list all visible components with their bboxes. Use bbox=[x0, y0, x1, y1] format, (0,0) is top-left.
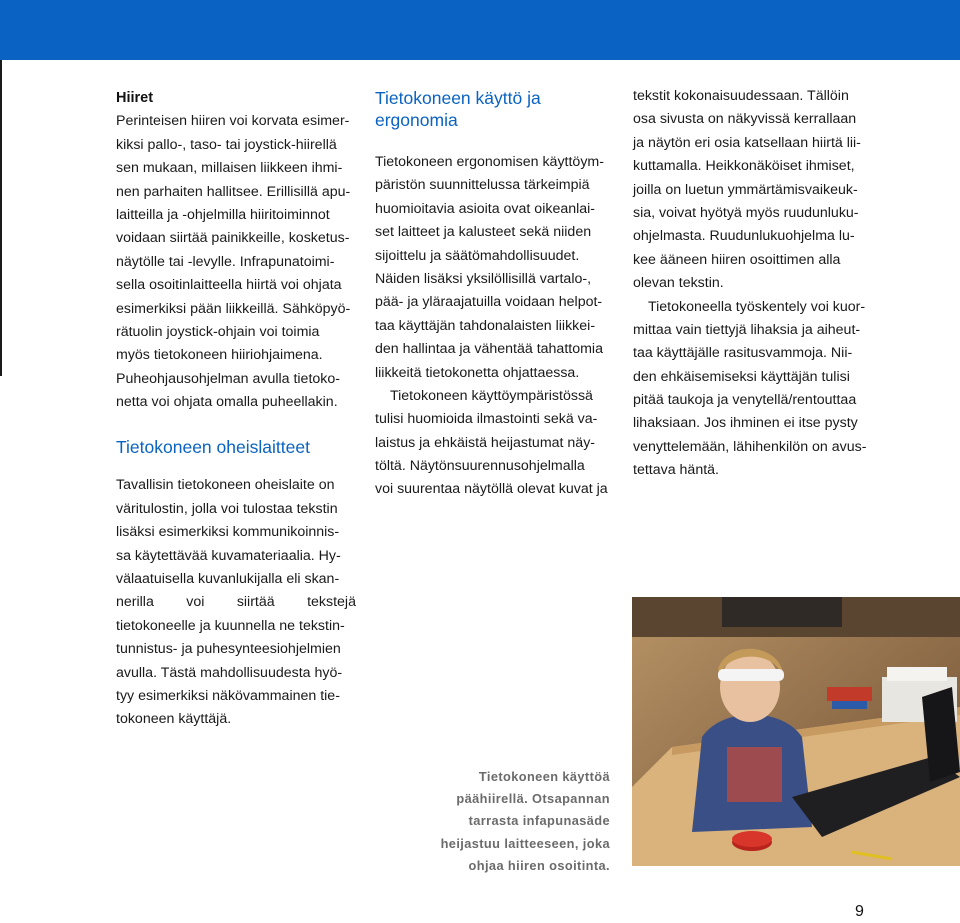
text-line: Tietokoneen ergonomisen käyttöym- bbox=[375, 154, 604, 170]
text-line: kiksi pallo-, taso- tai joystick-hiirellä bbox=[116, 136, 337, 153]
text-line: rätuolin joystick-ohjain voi toimia bbox=[116, 323, 320, 340]
text-line: myös tietokoneen hiiriohjaimena. bbox=[116, 347, 323, 364]
text-line: sa käytettävää kuvamateriaalia. Hy- bbox=[116, 547, 341, 564]
section-title-peripherals: Tietokoneen oheislaitteet bbox=[116, 437, 310, 458]
text-line: Tietokoneen käyttöympäristössä bbox=[390, 387, 593, 404]
text-line: kee ääneen hiiren osoittimen alla bbox=[633, 251, 841, 268]
text-line: tyy esimerkiksi näkövammainen tie- bbox=[116, 687, 340, 704]
text-line: laitteilla ja -ohjelmilla hiiritoiminnot bbox=[116, 206, 330, 223]
caption-line: heijastuu laitteeseen, joka bbox=[440, 835, 610, 851]
paragraph-mice bbox=[116, 110, 356, 414]
text-line: venyttelemään, lähihenkilön on avus- bbox=[633, 438, 867, 455]
photo-illustration bbox=[632, 597, 960, 866]
text-line: nen parhaiten hallitsee. Erillisillä apu- bbox=[116, 183, 351, 200]
section-title-line: ergonomia bbox=[375, 110, 458, 130]
text-line: ja näytön eri osia katsellaan hiirtä lii- bbox=[633, 134, 861, 151]
text-line: kuttamalla. Heikkonäköiset ihmiset, bbox=[633, 158, 855, 175]
text-line: tietokoneelle ja kuunnella ne tekstin- bbox=[116, 617, 345, 634]
text-line: esimerkiksi pään liikkeillä. Sähköpyö- bbox=[116, 300, 351, 317]
paragraph-screen-reader bbox=[633, 85, 873, 296]
text-line: taa käyttäjälle rasitusvammoja. Nii- bbox=[633, 345, 853, 362]
text-line: Puheohjausohjelman avulla tietoko- bbox=[116, 370, 340, 387]
text-line: tunnistus- ja puhesynteesiohjelmien bbox=[116, 641, 341, 658]
text-line: tokoneen käyttäjä. bbox=[116, 711, 232, 728]
text-line: ohjelmasta. Ruudunlukuohjelma lu- bbox=[633, 228, 855, 245]
word: voi bbox=[186, 594, 205, 611]
text-line: Tietokoneella työskentely voi kuor- bbox=[648, 298, 866, 315]
text-line: sen mukaan, millaisen liikkeen ihmi- bbox=[116, 160, 343, 177]
child-at-computer-photo bbox=[632, 597, 960, 866]
text-line: päristön suunnittelussa tärkeimpiä bbox=[375, 177, 590, 194]
subhead-hiiret: Hiiret bbox=[116, 90, 154, 106]
text-line: taa käyttäjän tahdonalaisten liikkei- bbox=[375, 317, 596, 334]
word: tekstejä bbox=[307, 594, 356, 611]
caption-line: Tietokoneen käyttöä bbox=[478, 769, 610, 784]
text-line: pitää taukoja ja venytellä/rentouttaa bbox=[633, 392, 857, 409]
caption-line: ohjaa hiiren osoitinta. bbox=[468, 857, 610, 873]
text-line: pää- ja yläraajatuilla voidaan helpot- bbox=[375, 294, 603, 311]
text-line: huomioitavia asioita ovat oikeanlai- bbox=[375, 200, 596, 217]
section-title-ergonomics bbox=[375, 87, 615, 131]
text-line: Näiden lisäksi yksilöllisillä vartalo-, bbox=[375, 270, 592, 287]
text-line: lisäksi esimerkiksi kommunikoinnis- bbox=[116, 524, 340, 541]
text-line: voi suurentaa näytöllä olevat kuvat ja bbox=[375, 481, 608, 498]
column-2 bbox=[375, 87, 615, 502]
text-line: netta voi ohjata omalla puheellakin. bbox=[116, 394, 338, 411]
photo-caption bbox=[398, 766, 610, 877]
text-line: avulla. Tästä mahdollisuudesta hyö- bbox=[116, 664, 343, 681]
text-line: sijoittelu ja säätömahdollisuudet. bbox=[375, 247, 580, 264]
text-line-justified bbox=[116, 591, 356, 614]
word: siirtää bbox=[236, 594, 275, 611]
margin-rule bbox=[0, 60, 2, 376]
text-line: töltä. Näytönsuurennusohjelmalla bbox=[375, 458, 585, 475]
caption-line: päähiirellä. Otsapannan bbox=[456, 791, 610, 807]
text-line: sia, voivat hyötyä myös ruudunluku- bbox=[633, 204, 859, 221]
text-line: väritulostin, jolla voi tulostaa tekstin bbox=[116, 500, 338, 517]
column-3 bbox=[633, 85, 873, 483]
text-line: Tavallisin tietokoneen oheislaite on bbox=[116, 477, 335, 494]
section-title-line: Tietokoneen käyttö ja bbox=[375, 88, 541, 108]
text-line: laistus ja ehkäistä heijastumat näy- bbox=[375, 434, 596, 451]
text-line: den hallintaa ja vähentää tahattomia bbox=[375, 341, 603, 358]
text-line: sella osoitinlaitteella hiirtä voi ohjata bbox=[116, 277, 342, 294]
header-band bbox=[0, 0, 960, 60]
text-line: joilla on luetun ymmärtämisvaikeuk- bbox=[633, 181, 858, 198]
paragraph-peripherals bbox=[116, 474, 356, 731]
text-line: tettava häntä. bbox=[633, 462, 719, 479]
text-line: Perinteisen hiiren voi korvata esimer- bbox=[116, 113, 350, 130]
page-number: 9 bbox=[855, 903, 864, 920]
paragraph-ergonomics bbox=[375, 151, 615, 385]
text-line: liikkeitä tietokonetta ohjattaessa. bbox=[375, 364, 580, 381]
text-line: tulisi huomioida ilmastointi sekä va- bbox=[375, 411, 598, 428]
paragraph-environment bbox=[375, 385, 615, 502]
paragraph-strain bbox=[633, 296, 873, 483]
word: nerilla bbox=[116, 594, 154, 611]
text-line: set laitteet ja kalusteet sekä niiden bbox=[375, 224, 592, 241]
text-line: osa sivusta on näkyvissä kerrallaan bbox=[633, 111, 857, 128]
text-line: mittaa vain tiettyjä lihaksia ja aiheut- bbox=[633, 321, 861, 338]
text-line: den ehkäisemiseksi käyttäjän tulisi bbox=[633, 368, 850, 385]
text-line: lihaksiaan. Jos ihminen ei itse pysty bbox=[633, 415, 858, 432]
column-1 bbox=[116, 87, 356, 732]
text-line: tekstit kokonaisuudessaan. Tällöin bbox=[633, 88, 849, 104]
text-line: välaatuisella kuvanlukijalla eli skan- bbox=[116, 571, 340, 588]
text-line: olevan tekstin. bbox=[633, 275, 724, 292]
text-line: näytölle tai -levylle. Infrapunatoimi- bbox=[116, 253, 335, 270]
text-line: voidaan siirtää painikkeille, kosketus- bbox=[116, 230, 350, 247]
caption-line: tarrasta infapunasäde bbox=[468, 813, 610, 829]
